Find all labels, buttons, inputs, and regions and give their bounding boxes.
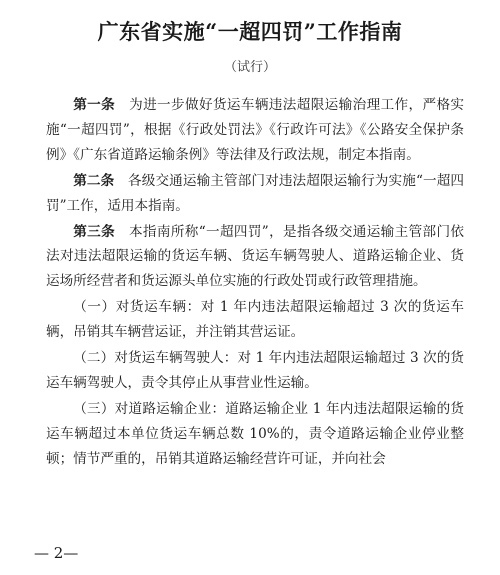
paragraph-text: （二）对货运车辆驾驶人：对 1 年内违法超限运输超过 3 次的货运车辆驾驶人，责令其停止从事营业性运输。 [46, 350, 464, 391]
paragraph-item-2 [46, 346, 464, 396]
paragraph-item-1 [46, 295, 464, 345]
article-label: 第二条 [73, 172, 115, 189]
paragraph-text: 为进一步做好货运车辆违法超限运输治理工作，严格实施“一超四罚”，根据《行政处罚法》《行政许可法》《公路安全保护条例》《广东省道路运输条例》等法律及行政法规，制定本指南。 [46, 97, 465, 163]
document-title: 广东省实施“一超四罚”工作指南 [97, 19, 403, 44]
paragraph-article-2 [46, 169, 464, 219]
document-subtitle: （试行） [223, 60, 276, 75]
paragraph-article-1 [46, 93, 464, 168]
paragraph-article-3 [46, 220, 464, 295]
document-body [46, 93, 464, 473]
article-label: 第一条 [73, 97, 116, 113]
paragraph-text: （三）对道路运输企业：道路运输企业 1 年内违法超限运输的货运车辆超过本单位货运车辆总数 10%的，责令道路运输企业停业整顿；情节严重的，吊销其道路运输经营许可证，并向社会 [46, 400, 464, 467]
page-number: — 2— [34, 544, 79, 562]
paragraph-item-3 [46, 397, 464, 472]
paragraph-text: 本指南所称“一超四罚”，是指各级交通运输主管部门依法对违法超限运输的货运车辆、货运车辆驾驶人、道路运输企业、货运场所经营者和货运源头单位实施的行政处罚或行政管理措施。 [46, 223, 465, 290]
paragraph-text: （一）对货运车辆：对 1 年内违法超限运输超过 3 次的货运车辆，吊销其车辆营运证，并注销其营运证。 [46, 299, 464, 341]
paragraph-text: 各级交通运输主管部门对违法超限运输行为实施“一超四罚”工作，适用本指南。 [46, 172, 465, 214]
article-label: 第三条 [73, 223, 116, 240]
